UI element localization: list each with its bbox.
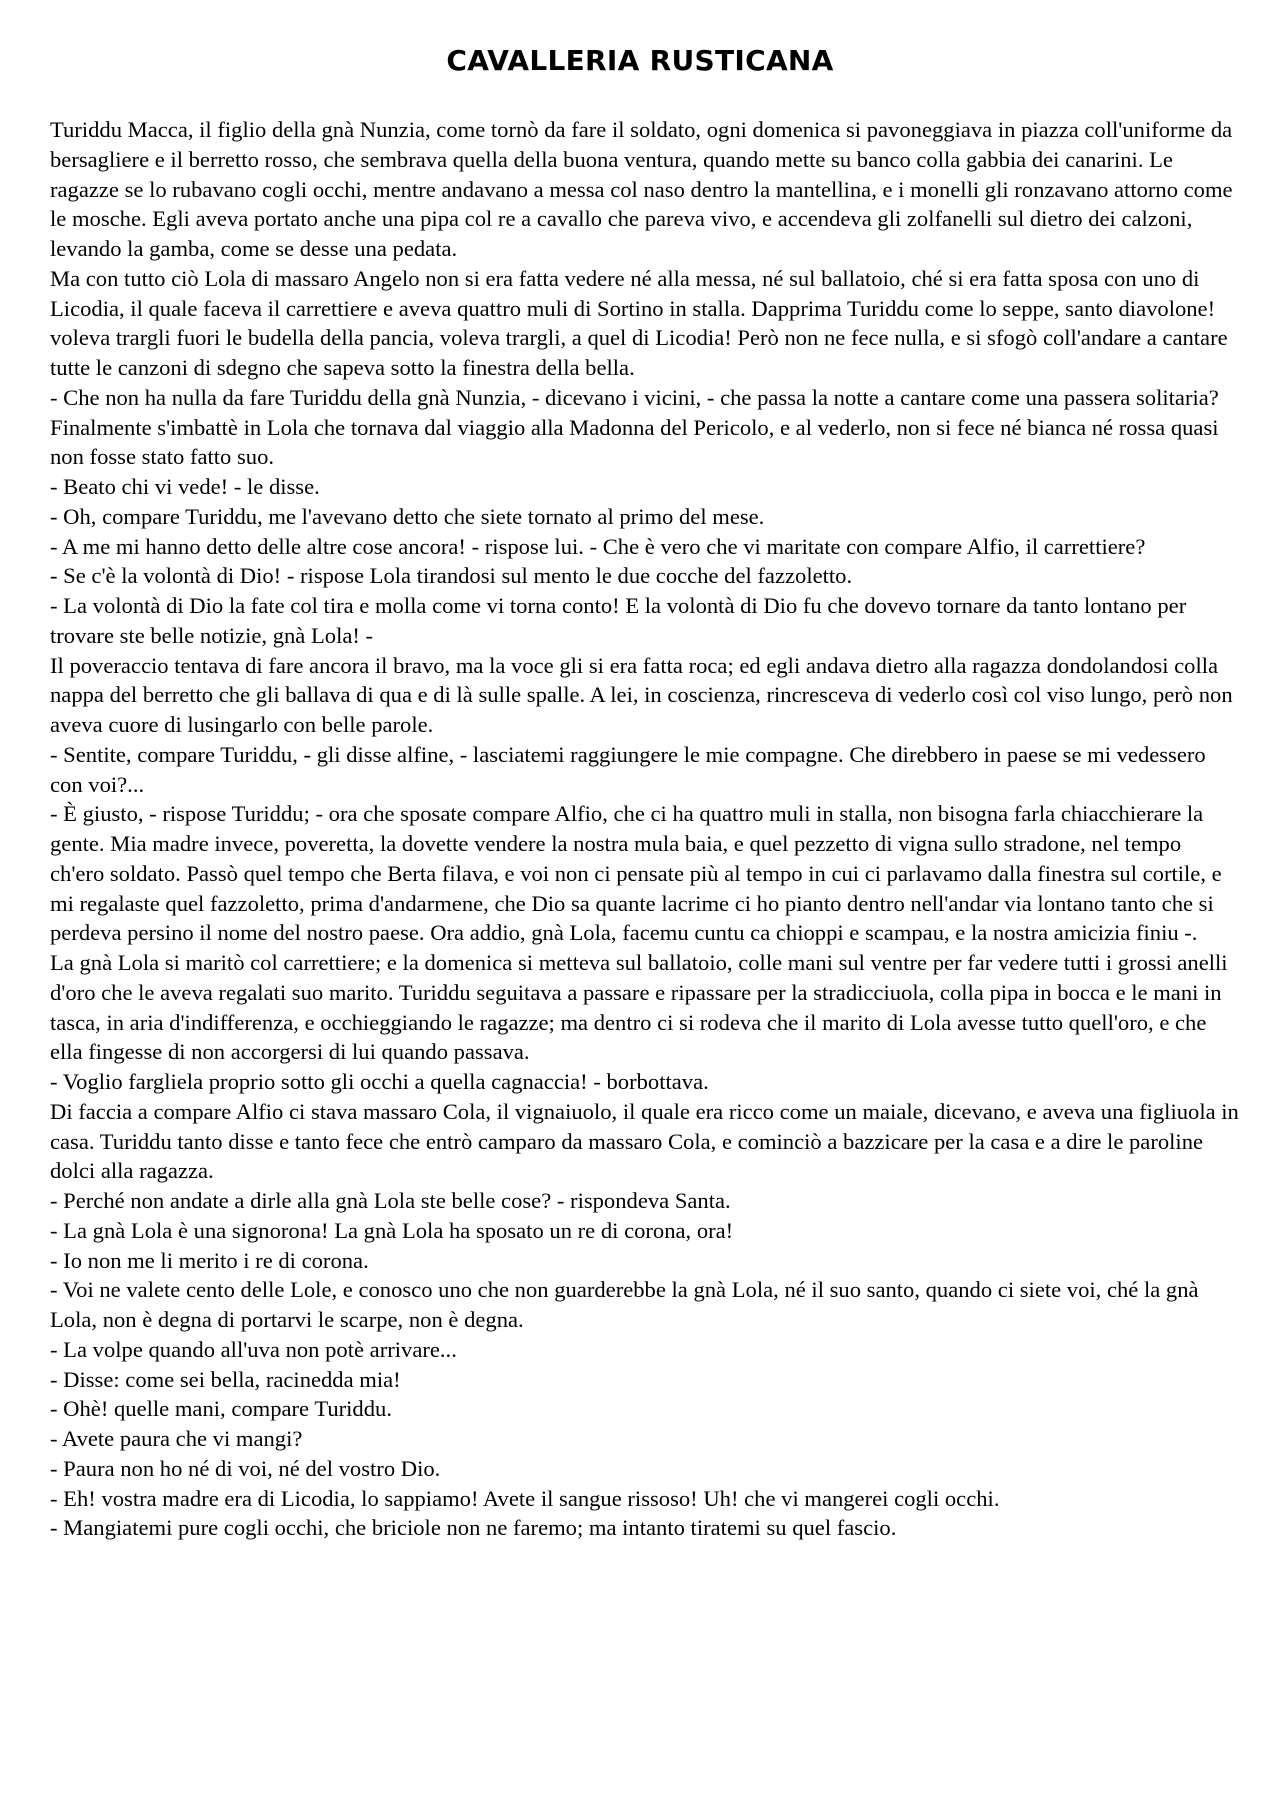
paragraph: - Avete paura che vi mangi? (50, 1426, 303, 1451)
paragraph: - A me mi hanno detto delle altre cose ancora! - rispose lui. - Che è vero che vi maritate con compare Alfio, il carrettiere? (50, 533, 1146, 559)
paragraph: Il poveraccio tentava di fare ancora il bravo, ma la voce gli si era fatta roca; ed egli andava dietro alla ragazza dondolandosi colla nappa del berretto che gli ballava di qua e di là sulle spalle. A lei, in coscienza, rincresceva di vederlo così col viso lungo, però non aveva cuore di lusingarlo con belle parole. (50, 652, 1233, 737)
paragraph: - Voglio fargliela proprio sotto gli occhi a quella cagnaccia! - borbottava. (50, 1069, 709, 1094)
paragraph: - Voi ne valete cento delle Lole, e conosco uno che non guarderebbe la gnà Lola, né il suo santo, quando ci siete voi, ché la gnà Lola, non è degna di portarvi le scarpe, non è degna. (50, 1277, 1199, 1332)
paragraph: - Eh! vostra madre era di Licodia, lo sappiamo! Avete il sangue rissoso! Uh! che vi mangerei cogli occhi. (50, 1485, 1000, 1511)
paragraph: - Ohè! quelle mani, compare Turiddu. (50, 1396, 392, 1422)
paragraph: La gnà Lola si maritò col carrettiere; e la domenica si metteva sul ballatoio, colle mani sul ventre per far vedere tutti i grossi anelli d'oro che le aveva regalati suo marito. Turiddu seguitava a passare e ripassare per la stradicciuola, colla pipa in bocca e le mani in tasca, in aria d'indifferenza, e occhieggiando le ragazze; ma dentro ci si rodeva che il marito di Lola avesse tutto quell'oro, e che ella fingesse di non accorgersi di lui quando passava. (50, 950, 1228, 1065)
paragraph: - Io non me li merito i re di corona. (50, 1247, 369, 1273)
paragraph: - La gnà Lola è una signorona! La gnà Lola ha sposato un re di corona, ora! (50, 1217, 734, 1243)
paragraph: Di faccia a compare Alfio ci stava massaro Cola, il vignaiuolo, il quale era ricco come un maiale, dicevano, e aveva una figliuola in casa. Turiddu tanto disse e tanto fece che entrò camparo da massaro Cola, e cominciò a bazzicare per la casa e a dire le paroline dolci alla ragazza. (50, 1098, 1239, 1184)
paragraph: - La volontà di Dio la fate col tira e molla come vi torna conto! E la volontà di Dio fu che dovevo tornare da tanto lontano per trovare ste belle notizie, gnà Lola! - (50, 593, 1187, 648)
paragraph: - Mangiatemi pure cogli occhi, che briciole non ne faremo; ma intanto tiratemi su quel fascio. (50, 1515, 897, 1541)
paragraph: - È giusto, - rispose Turiddu; - ora che sposate compare Alfio, che ci ha quattro muli in stalla, non bisogna farla chiacchierare la gente. Mia madre invece, poveretta, la dovette vendere la nostra mula baia, e quel pezzetto di vigna sullo stradone, nel tempo ch'ero soldato. Passò quel tempo che Berta filava, e voi non ci pensate più al tempo in cui ci parlavamo dalla finestra sul cortile, e mi regalaste quel fazzoletto, prima d'andarmene, che Dio sa quante lacrime ci ho pianto dentro nell'andar via lontano tanto che si perdeva persino il nome del nostro paese. Ora addio, gnà Lola, facemu cuntu ca chioppi e scampau, e la nostra amicizia finiu -. (50, 801, 1222, 946)
paragraph: Ma con tutto ciò Lola di massaro Angelo non si era fatta vedere né alla messa, né sul ballatoio, ché si era fatta sposa con uno di Licodia, il quale faceva il carrettiere e aveva quattro muli di Sortino in stalla. Dapprima Turiddu come lo seppe, santo diavolone! voleva trargli fuori le budella della pancia, voleva trargli, a quel di Licodia! Però non ne fece nulla, e si sfogò coll'andare a cantare tutte le canzoni di sdegno che sapeva sotto la finestra della bella. (50, 265, 1228, 380)
paragraph: - Oh, compare Turiddu, me l'avevano detto che siete tornato al primo del mese. (50, 503, 765, 529)
paragraph: - Perché non andate a dirle alla gnà Lola ste belle cose? - rispondeva Santa. (50, 1188, 731, 1213)
paragraph: - La volpe quando all'uva non potè arrivare... (50, 1336, 457, 1362)
paragraph: - Disse: come sei bella, racinedda mia! (50, 1366, 401, 1392)
paragraph: - Che non ha nulla da fare Turiddu della gnà Nunzia, - dicevano i vicini, - che passa la notte a cantare come una passera solitaria? (50, 384, 1219, 410)
paragraph: - Se c'è la volontà di Dio! - rispose Lola tirandosi sul mento le due cocche del fazzoletto. (50, 563, 853, 589)
paragraph: - Paura non ho né di voi, né del vostro Dio. (50, 1455, 441, 1481)
document-title: CAVALLERIA RUSTICANA (446, 44, 834, 77)
paragraph: Finalmente s'imbattè in Lola che tornava dal viaggio alla Madonna del Pericolo, e al vederlo, non si fece né bianca né rossa quasi non fosse stato fatto suo. (50, 414, 1219, 470)
paragraph: Turiddu Macca, il figlio della gnà Nunzia, come tornò da fare il soldato, ogni domenica si pavoneggiava in piazza coll'uniforme da bersagliere e il berretto rosso, che sembrava quella della buona ventura, quando mette su banco colla gabbia dei canarini. Le ragazze se lo rubavano cogli occhi, mentre andavano a messa col naso dentro la mantellina, e i monelli gli ronzavano attorno come le mosche. Egli aveva portato anche una pipa col re a cavallo che pareva vivo, e accendeva gli zolfanelli sul dietro dei calzoni, levando la gamba, come se desse una pedata. (50, 117, 1233, 261)
document-body (50, 115, 1240, 1543)
paragraph: - Beato chi vi vede! - le disse. (50, 474, 320, 499)
paragraph: - Sentite, compare Turiddu, - gli disse alfine, - lasciatemi raggiungere le mie compagne. Che direbbero in paese se mi vedessero con voi?... (50, 741, 1206, 797)
